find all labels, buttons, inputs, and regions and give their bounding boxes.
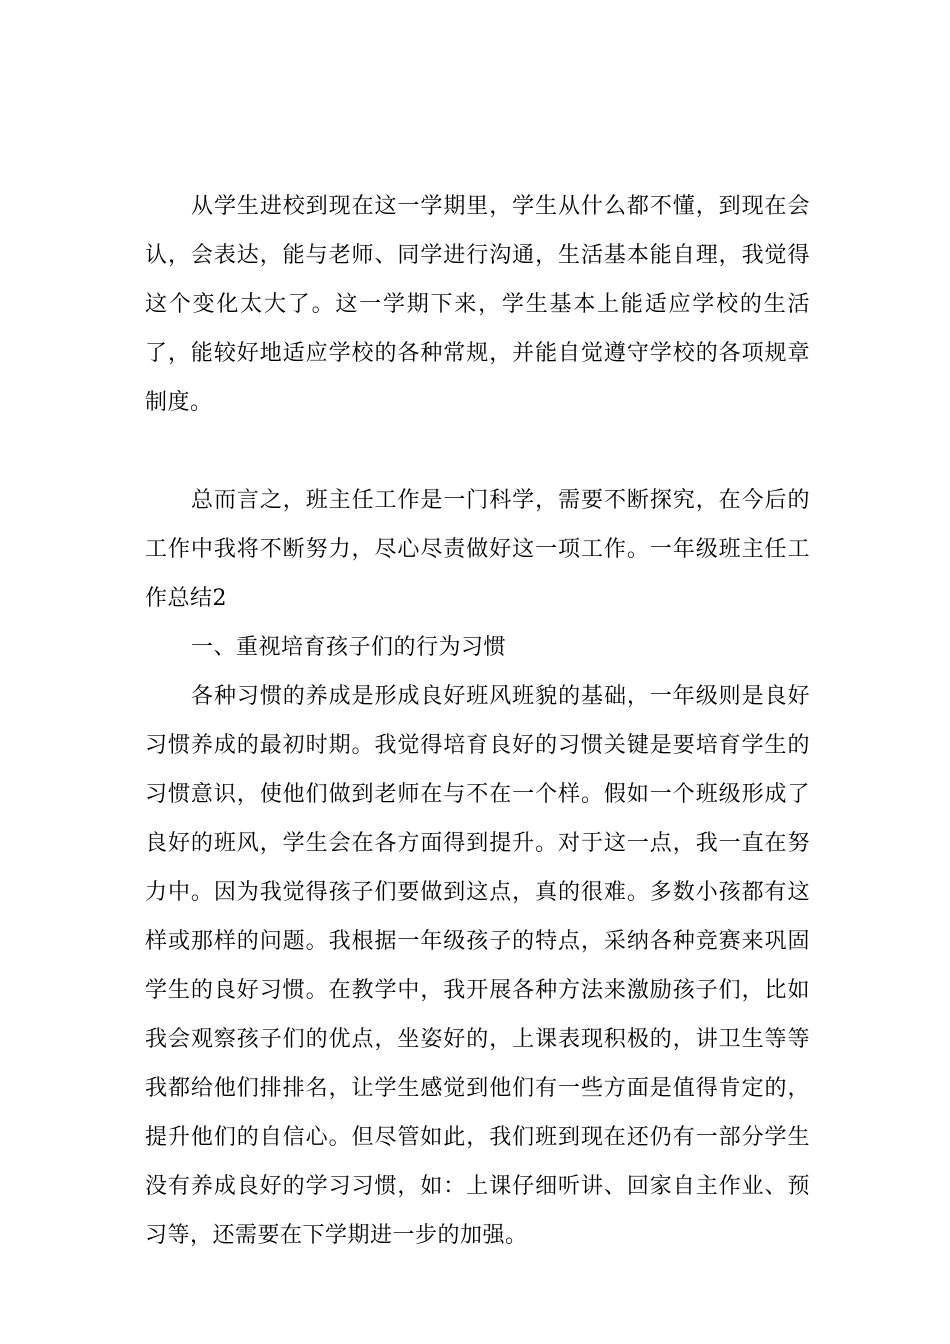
paragraph-2: 总而言之，班主任工作是一门科学，需要不断探究，在今后的工作中我将不断努力，尽心尽责做好这一项工作。一年级班主任工作总结2 bbox=[145, 488, 810, 611]
section-heading: 一、重视培育孩子们的行为习惯 bbox=[191, 635, 507, 660]
document-body bbox=[145, 182, 810, 1260]
paragraph-1: 从学生进校到现在这一学期里，学生从什么都不懂，到现在会认，会表达，能与老师、同学进行沟通，生活基本能自理，我觉得这个变化太大了。这一学期下来，学生基本上能适应学校的生活了，能较好地适应学校的各种常规，并能自觉遵守学校的各项规章制度。 bbox=[145, 194, 810, 415]
paragraph-3: 各种习惯的养成是形成良好班风班貌的基础，一年级则是良好习惯养成的最初时期。我觉得培育良好的习惯关键是要培育学生的习惯意识，使他们做到老师在与不在一个样。假如一个班级形成了良好的班风，学生会在各方面得到提升。对于这一点，我一直在努力中。因为我觉得孩子们要做到这点，真的很难。多数小孩都有这样或那样的问题。我根据一年级孩子的特点，采纳各种竞赛来巩固学生的良好习惯。在教学中，我开展各种方法来激励孩子们，比如我会观察孩子们的优点，坐姿好的，上课表现积极的，讲卫生等等我都给他们排排名，让学生感觉到他们有一些方面是值得肯定的，提升他们的自信心。但尽管如此，我们班到现在还仍有一部分学生没有养成良好的学习习惯，如：上课仔细听讲、回家自主作业、预习等，还需要在下学期进一步的加强。 bbox=[145, 684, 810, 1248]
paragraph-spacer bbox=[145, 427, 810, 476]
